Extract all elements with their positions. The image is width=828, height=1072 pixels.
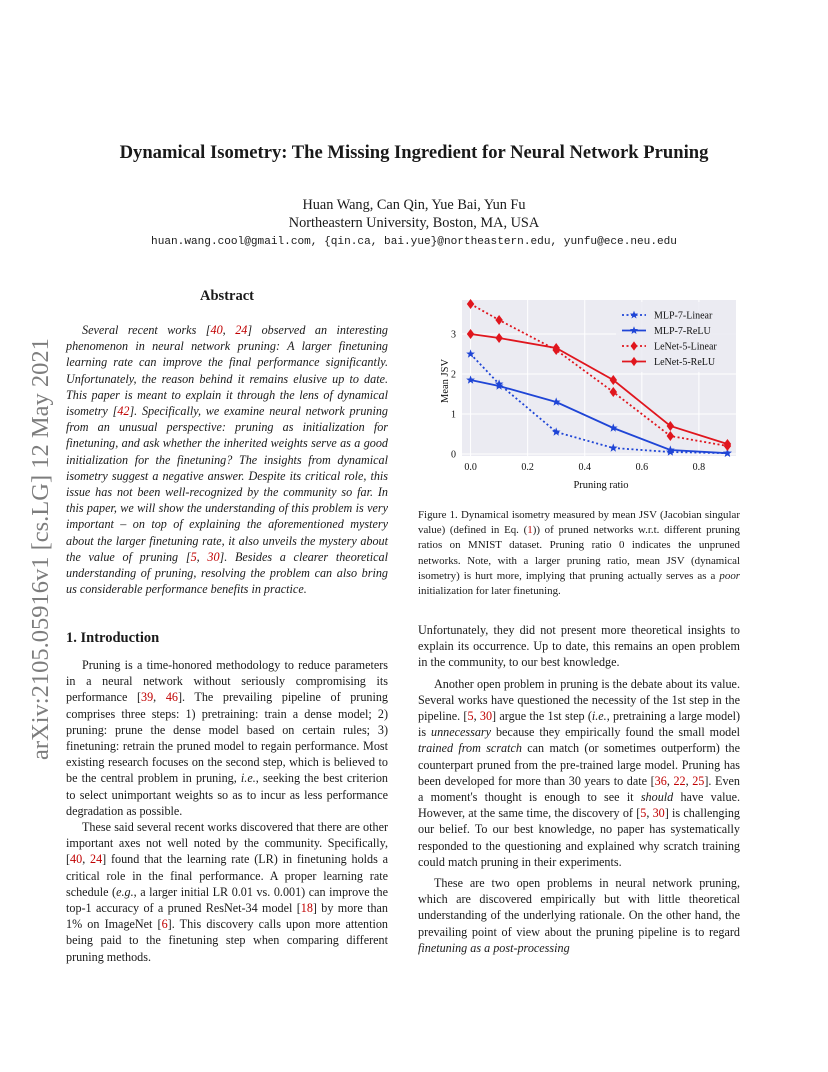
- x-tick-label: 0.2: [521, 462, 534, 473]
- x-tick-label: 0.0: [464, 462, 477, 473]
- citation-link[interactable]: 5: [190, 549, 197, 564]
- citation-link[interactable]: 5: [640, 806, 647, 821]
- text-run-italic: e.g.: [116, 884, 134, 899]
- intro-paragraph-2: [66, 819, 388, 965]
- citation-link[interactable]: 30: [479, 709, 493, 724]
- equation-link[interactable]: 1: [527, 524, 533, 537]
- citation-link[interactable]: 22: [673, 773, 686, 788]
- text-run: , seeking the best criterion to select unimportant weights so as to incur as less performance degradation as possible.: [66, 771, 388, 818]
- y-tick-label: 1: [451, 409, 456, 421]
- text-run: ]. Besides a clearer theoretical understanding of pruning, resolving the problem can also bring us considerable performance benefits in practice.: [66, 549, 389, 597]
- text-run: ]. This discovery calls upon more attention being paid to the finetuning step when comparing different pruning methods.: [66, 917, 388, 964]
- text-run: Several recent works [: [82, 323, 211, 337]
- x-axis-label: Pruning ratio: [573, 480, 629, 491]
- text-run: , pretraining a large model) is: [418, 709, 740, 740]
- legend-label: LeNet-5-ReLU: [654, 357, 716, 368]
- text-run-italic: trained from scratch: [418, 741, 522, 756]
- text-run: ,: [196, 549, 208, 564]
- intro-paragraph-1: [66, 657, 388, 819]
- x-tick-label: 0.6: [635, 462, 649, 473]
- text-run-italic: poor: [719, 569, 740, 582]
- citation-link[interactable]: 25: [692, 773, 705, 788]
- citation-link[interactable]: 24: [235, 323, 248, 337]
- text-run: ]. Specifically, we examine neural network pruning from an unusual perspective: pruning as initialization for finetuning, and ask whether the inherited weights serve as a good initialization for the finetuning? The insights from dynamical isometry suggest a negative answer. Despite its critical role, this issue has not been well-recognized by the community so far. In this paper, we will show the understanding of this problem is very important – on top of explaining the aforementioned mystery about the larger finetuning rate, it also unveils the mystery about the value of pruning [: [66, 404, 388, 564]
- text-run: ,: [153, 690, 166, 705]
- citation-link[interactable]: 46: [165, 690, 178, 705]
- text-run: initialization for later finetuning.: [418, 585, 561, 598]
- citation-link[interactable]: 36: [654, 773, 667, 788]
- text-run-italic: i.e.: [240, 771, 256, 786]
- citation-link[interactable]: 18: [300, 901, 313, 916]
- figure-1-caption: [418, 508, 740, 599]
- y-axis-ticks: [451, 330, 456, 461]
- text-run: can match (or sometimes outperform) the counterpart pruned from the pre-trained large model. Pruning has been developed for more than 30 years to date [: [418, 741, 740, 788]
- right-paragraph-3: [418, 875, 740, 956]
- text-run: ] argue the 1st step (: [492, 709, 592, 724]
- text-run: ] found that the learning rate (LR) in finetuning holds a critical role in the final performance. A proper learning rate schedule (: [66, 852, 388, 899]
- text-run: Another open problem in pruning is the debate about its value. Several works have questioned the necessity of the 1st step in the pipeline. [: [418, 676, 740, 724]
- text-run: ] by more than 1% on ImageNet [: [66, 901, 388, 932]
- text-run: ]. Even a moment's thought is enough to see it: [418, 773, 740, 805]
- author-emails: huan.wang.cool@gmail.com, {qin.ca, bai.yue}@northeastern.edu, yunfu@ece.neu.edu: [151, 236, 677, 248]
- authors: Huan Wang, Can Qin, Yue Bai, Yun Fu: [302, 197, 526, 213]
- text-run: , a larger initial LR 0.01 vs. 0.001) can improve the top-1 accuracy of a pruned ResNet-34 model [: [66, 884, 388, 916]
- citation-link[interactable]: 5: [467, 709, 474, 724]
- text-run: ,: [82, 852, 91, 867]
- legend-label: MLP-7-Linear: [654, 310, 713, 322]
- affiliation: Northeastern University, Boston, MA, USA: [288, 215, 540, 231]
- text-run-italic: should: [640, 790, 674, 805]
- abstract-paragraph: [66, 322, 388, 597]
- text-run: ,: [685, 773, 693, 788]
- text-run: Figure 1. Dynamical isometry measured by mean JSV (Jacobian singular value) (defined in Eq. (: [418, 509, 740, 537]
- citation-link[interactable]: 30: [207, 549, 220, 564]
- text-run: because they empirically found the small model: [491, 725, 740, 740]
- citation-link[interactable]: 24: [90, 852, 103, 867]
- introduction-body: [66, 657, 388, 965]
- y-axis-label: Mean JSV: [440, 358, 451, 404]
- abstract-body: [66, 322, 388, 597]
- chart-legend: [616, 302, 736, 372]
- text-run: ,: [222, 323, 236, 337]
- text-run: )) of pruned networks w.r.t. different pruning ratios on MNIST dataset. Pruning ratio 0 indicates the unpruned networks. Note, with a larger pruning ratio, mean JSV (dynamical isometry) is hurt more, implying that pruning actually serves as a: [418, 524, 740, 582]
- text-run: ] is challenging our belief. To our best knowledge, no paper has systematically responded to the questioning and explained why scratch training could match pruning in their experiments.: [418, 806, 740, 869]
- text-run: ]. The prevailing pipeline of pruning comprises three steps: 1) pretraining: train a dense model; 2) pruning: prune the dense model based on certain rules; 3) finetuning: retrain the pruned model to regain performance. Most existing research focuses on the second step, which is believed to be the central problem in pruning,: [66, 690, 388, 786]
- caption-text: [418, 508, 740, 599]
- paper-title: Dynamical Isometry: The Missing Ingredient for Neural Network Pruning: [119, 142, 709, 163]
- x-tick-label: 0.4: [578, 462, 591, 473]
- right-column-body: [418, 622, 740, 956]
- text-run: These are two open problems in neural network pruning, which are discovered empirically but with little theoretical understanding of the underlying rationale. On the other hand, the prevailing point of view about the pruning pipeline is to regard: [418, 876, 740, 939]
- citation-link[interactable]: 6: [161, 917, 168, 932]
- text-run: Pruning is a time-honored methodology to reduce parameters in a neural network without seriously compromising its performance [: [66, 658, 388, 705]
- text-run: ] observed an interesting phenomenon in neural network pruning: A larger finetuning learning rate can improve the final performance significantly. Unfortunately, the reason behind it remains elusive up to date. This paper is meant to explain it through the lens of dynamical isometry [: [66, 323, 389, 419]
- y-tick-label: 2: [451, 369, 456, 381]
- legend-label: LeNet-5-Linear: [654, 341, 717, 353]
- figure-1-chart: [418, 296, 740, 496]
- x-tick-label: 0.8: [692, 462, 706, 473]
- y-tick-label: 0: [451, 449, 456, 461]
- section-heading-introduction: 1. Introduction: [66, 630, 160, 646]
- citation-link[interactable]: 40: [210, 323, 223, 337]
- text-run-italic: unnecessary: [431, 725, 492, 740]
- citation-link[interactable]: 42: [117, 404, 130, 419]
- citation-link[interactable]: 30: [652, 806, 665, 821]
- citation-link[interactable]: 40: [70, 852, 83, 867]
- right-paragraph-2: [418, 676, 740, 870]
- text-run: These said several recent works discovered that there are other important axes not well noted by the community. Specifically, [: [66, 820, 388, 867]
- text-run: ,: [666, 773, 674, 788]
- x-axis-ticks: [464, 462, 705, 473]
- legend-label: MLP-7-ReLU: [654, 326, 711, 337]
- abstract-heading: Abstract: [200, 288, 254, 304]
- text-run: have value. However, at the same time, the discovery of [: [418, 790, 740, 821]
- text-run-italic: i.e.: [591, 709, 607, 724]
- y-tick-label: 3: [451, 329, 456, 341]
- text-run-italic: finetuning as a post-processing: [418, 940, 570, 955]
- text-run: ,: [646, 806, 653, 821]
- arxiv-sidebar-stamp: arXiv:2105.05916v1 [cs.LG] 12 May 2021: [27, 338, 54, 760]
- text-run: ,: [473, 709, 480, 724]
- citation-link[interactable]: 39: [141, 690, 154, 705]
- right-paragraph-1: Unfortunately, they did not present more theoretical insights to explain its occurrence. Up to date, this remains an open problem in the community, to our best knowledge.: [418, 623, 740, 670]
